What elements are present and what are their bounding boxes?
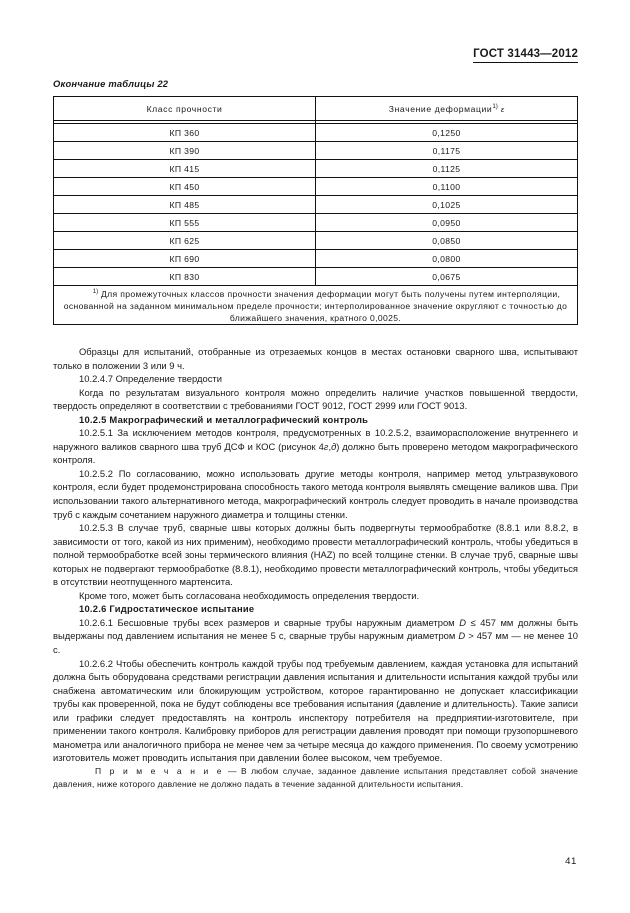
clause-10-2-6-1-part-b: ≤ 457 мм должны быть выдержаны под давлением испытания не менее 5 с, сварные трубы наружным диаметром — [53, 616, 578, 642]
cell-strength-class: КП 625 — [54, 232, 316, 250]
clause-10-2-5-1 — [53, 426, 578, 467]
paragraph-hardness: Когда по результатам визуального контроля можно определить наличие участков повышенной твердости, твердость определяют в соответствии с требованиями ГОСТ 9012, ГОСТ 2999 или ГОСТ 9013. — [53, 386, 578, 412]
figure-ref-g: г — [323, 440, 329, 452]
clause-10-2-5-heading: 10.2.5 Макрографический и металлографический контроль — [79, 413, 369, 425]
table-row — [54, 268, 578, 286]
column-header-strength-class: Класс прочности — [54, 97, 316, 121]
cell-strength-class: КП 555 — [54, 214, 316, 232]
paragraph-hardness-agreement: Кроме того, может быть согласована необходимость определения твердости. — [79, 589, 420, 601]
column-header-deformation-text: Значение деформации — [388, 103, 493, 114]
note-label: П р и м е ч а н и е — [95, 765, 224, 776]
cell-deformation: 0,1175 — [316, 142, 578, 160]
deformation-table — [53, 96, 578, 325]
diameter-symbol-1: D — [459, 616, 466, 628]
clause-10-2-5-1-part-c: ) должно быть проверено методом макрографического контроля. — [53, 440, 578, 466]
table-row — [54, 160, 578, 178]
table-footnote-row — [54, 286, 578, 325]
clause-10-2-5-3: 10.2.5.3 В случае труб, сварные швы которых должны быть подвергнуты термообработке (8.8.1 или 8.8.2, в зависимости от того, какой из них применим), необходимо провести металлографический контроль, чтобы убедиться в полной термообработке всей зоны термического влияния (HAZ) по всей толщине стенки. В случае труб, сварные швы которых не подвергают термообработке (8.8.1), необходимо провести металлографический контроль, чтобы убедиться в отсутствии неотпущенного мартенсита. — [53, 522, 578, 588]
clause-10-2-6-1-part-a: 10.2.6.1 Бесшовные трубы всех размеров и сварные трубы наружным диаметром — [79, 616, 460, 628]
table-header-row — [54, 97, 578, 121]
cell-strength-class: КП 390 — [54, 142, 316, 160]
footnote-marker-superscript: 1) — [492, 103, 498, 111]
epsilon-symbol: ε — [500, 104, 505, 114]
document-header — [473, 44, 578, 63]
footnote-marker: 1) — [92, 288, 99, 295]
cell-deformation: 0,0950 — [316, 214, 578, 232]
table-row — [54, 214, 578, 232]
cell-strength-class: КП 450 — [54, 178, 316, 196]
table-body — [54, 124, 578, 325]
clause-10-2-6-2: 10.2.6.2 Чтобы обеспечить контроль каждой трубы под требуемым давлением, каждая установка для испытаний должна быть оборудована средствами регистрации давления испытания и длительности испытания каждой трубы или снабжена автоматическим или блокирующим устройством, которое гарантированно не допускает классификации трубы как проверенной, пока не будут соблюдены все требования испытания (давление и длительность). Такие записи или графики следует предоставлять на контроль инспектору потребителя на предприятии-изготовителе, при применении такого контроля. Калибровку приборов для регистрации давления проводят при помощи грузопоршневого манометра или аналогичного прибора не менее чем за четыре месяца до каждого применения. По своему усмотрению изготовитель может проводить испытания при давлении более высоком, чем требуемое. — [53, 657, 578, 764]
table-footnote — [54, 286, 578, 325]
cell-strength-class: КП 485 — [54, 196, 316, 214]
table-row — [54, 196, 578, 214]
cell-deformation: 0,1100 — [316, 178, 578, 196]
cell-deformation: 0,1250 — [316, 124, 578, 142]
cell-strength-class: КП 830 — [54, 268, 316, 286]
note-text: — В любом случае, заданное давление испытания представляет собой значение давления, ниже которого давление не должно падать в течение заданной длительности испытания. — [53, 765, 578, 789]
paragraph-samples: Образцы для испытаний, отобранные из отрезаемых концов в местах остановки сварного шва, испытывают только в положении 3 или 9 ч. — [53, 346, 578, 371]
clause-10-2-5-2: 10.2.5.2 По согласованию, можно использовать другие методы контроля, например метод ультразвукового контроля, если будет продемонстрирована способность такого метода контроля выявлять смещение валиков шва. При использовании такого альтернативного метода, макрографический контроль следует проводить в начале производства труб с каждым сочетанием наружного диаметра и толщины стенки. — [53, 467, 578, 520]
cell-deformation: 0,0800 — [316, 250, 578, 268]
clause-10-2-6-1 — [53, 616, 578, 657]
clause-10-2-4-7-title: 10.2.4.7 Определение твердости — [79, 373, 222, 385]
clause-10-2-6-heading: 10.2.6 Гидростатическое испытание — [79, 603, 255, 615]
cell-strength-class: КП 360 — [54, 124, 316, 142]
cell-deformation: 0,0675 — [316, 268, 578, 286]
cell-deformation: 0,1125 — [316, 160, 578, 178]
note-block — [53, 765, 578, 791]
footnote-indent-spacer — [71, 289, 93, 299]
cell-deformation: 0,0850 — [316, 232, 578, 250]
figure-ref-d: д — [331, 440, 337, 452]
footnote-text: Для промежуточных классов прочности значения деформации могут быть получены путем интерполяции, основанной на заданном минимальном пределе прочности; интерполированное значение округляют с точностью до ближайшего значения, кратного 0,0025. — [63, 288, 568, 324]
column-header-deformation — [316, 97, 578, 121]
table-head — [54, 97, 578, 124]
standard-identifier: ГОСТ 31443—2012 — [473, 48, 578, 63]
table-row — [54, 232, 578, 250]
clause-10-2-5-1-part-a: 10.2.5.1 За исключением методов контроля, предусмотренных в 10.2.5.2, взаиморасположение внутреннего и наружного валиков сварного шва труб ДСФ и КОС (рисунок 4 — [53, 427, 578, 452]
cell-strength-class: КП 415 — [54, 160, 316, 178]
document-body — [53, 345, 578, 791]
table-row — [54, 142, 578, 160]
table-22-container — [53, 96, 578, 325]
table-row — [54, 250, 578, 268]
clause-10-2-6-1-part-c: > 457 мм — не менее 10 с. — [53, 630, 578, 656]
table-row — [54, 124, 578, 142]
diameter-symbol-2: D — [458, 630, 466, 642]
clause-10-2-5-1-comma: , — [328, 440, 332, 452]
table-row — [54, 178, 578, 196]
cell-deformation: 0,1025 — [316, 196, 578, 214]
table-caption: Окончание таблицы 22 — [53, 78, 169, 89]
page-number: 41 — [565, 856, 577, 867]
cell-strength-class: КП 690 — [54, 250, 316, 268]
